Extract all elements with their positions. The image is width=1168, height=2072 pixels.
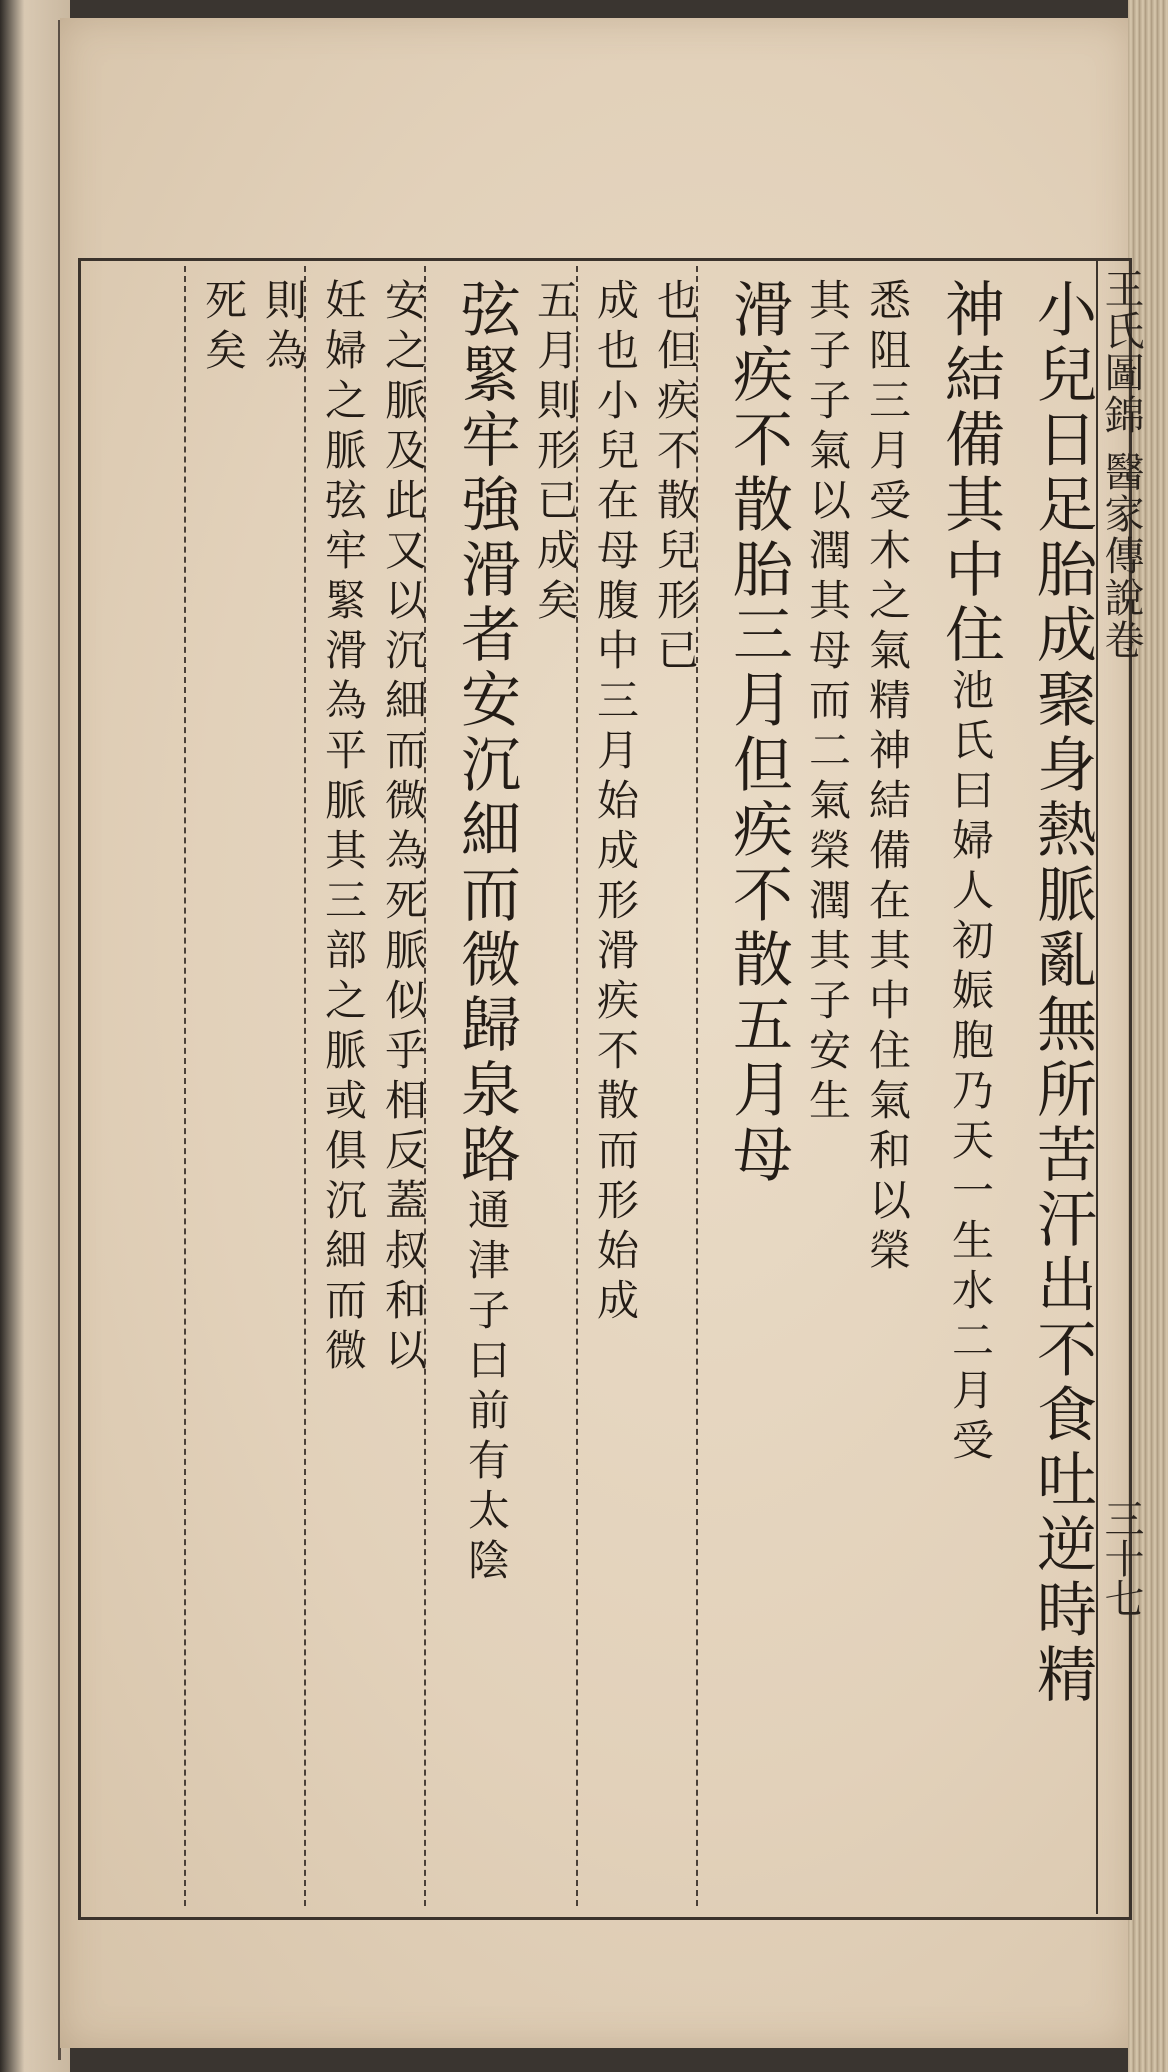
commentary-column [516, 266, 580, 1906]
commentary-text: 安之脈及此又以沉細而微為死脈似乎相反蓋叔和以 [379, 278, 428, 1378]
commentary-text: 悉阻三月受木之氣精神結備在其中住氣和以榮 [863, 278, 912, 1278]
commentary-column [576, 266, 640, 1906]
main-text: 神結備其中住 [935, 278, 1005, 668]
commentary-text: 妊婦之脈弦牢緊滑為平脈其三部之脈或俱沉細而微 [319, 278, 368, 1378]
text-column [908, 266, 1005, 1906]
commentary-text: 成也小兒在母腹中三月始成形滑疾不散而形始成 [591, 278, 640, 1328]
main-text: 小兒日足胎成聚身熱脈亂無所苦汗出不食吐逆時精 [1027, 278, 1097, 1708]
commentary-column [244, 266, 308, 1906]
commentary-column [304, 266, 368, 1906]
text-column [424, 266, 521, 1906]
commentary-column [788, 266, 852, 1906]
text-columns [88, 266, 1097, 1906]
commentary-column [636, 266, 700, 1906]
leaf-number: 三十七 [1098, 1498, 1144, 1618]
commentary-text: 死矣 [199, 278, 248, 378]
commentary-text: 也但疾不散兒形已 [651, 278, 700, 678]
banxin-title: 王氏圖錦 醫家傳說卷 [1098, 268, 1144, 661]
commentary-text: 池氏曰婦人初娠胞乃天一生水二月受 [946, 668, 995, 1468]
commentary-text: 五月則形已成矣 [531, 278, 580, 628]
commentary-column [848, 266, 912, 1906]
commentary-column [364, 266, 428, 1906]
commentary-text: 其子子氣以潤其母而二氣榮潤其子安生 [803, 278, 852, 1128]
text-column [1000, 266, 1097, 1906]
banxin-strip [1096, 258, 1154, 1914]
commentary-text: 則為 [259, 278, 308, 378]
text-column [696, 266, 793, 1906]
main-text: 滑疾不散胎三月但疾不散五月母 [723, 278, 793, 1188]
main-text: 弦緊牢強滑者安沉細而微歸泉路 [451, 278, 521, 1188]
commentary-column [184, 266, 248, 1906]
commentary-text: 通津子曰前有太陰 [462, 1188, 511, 1588]
